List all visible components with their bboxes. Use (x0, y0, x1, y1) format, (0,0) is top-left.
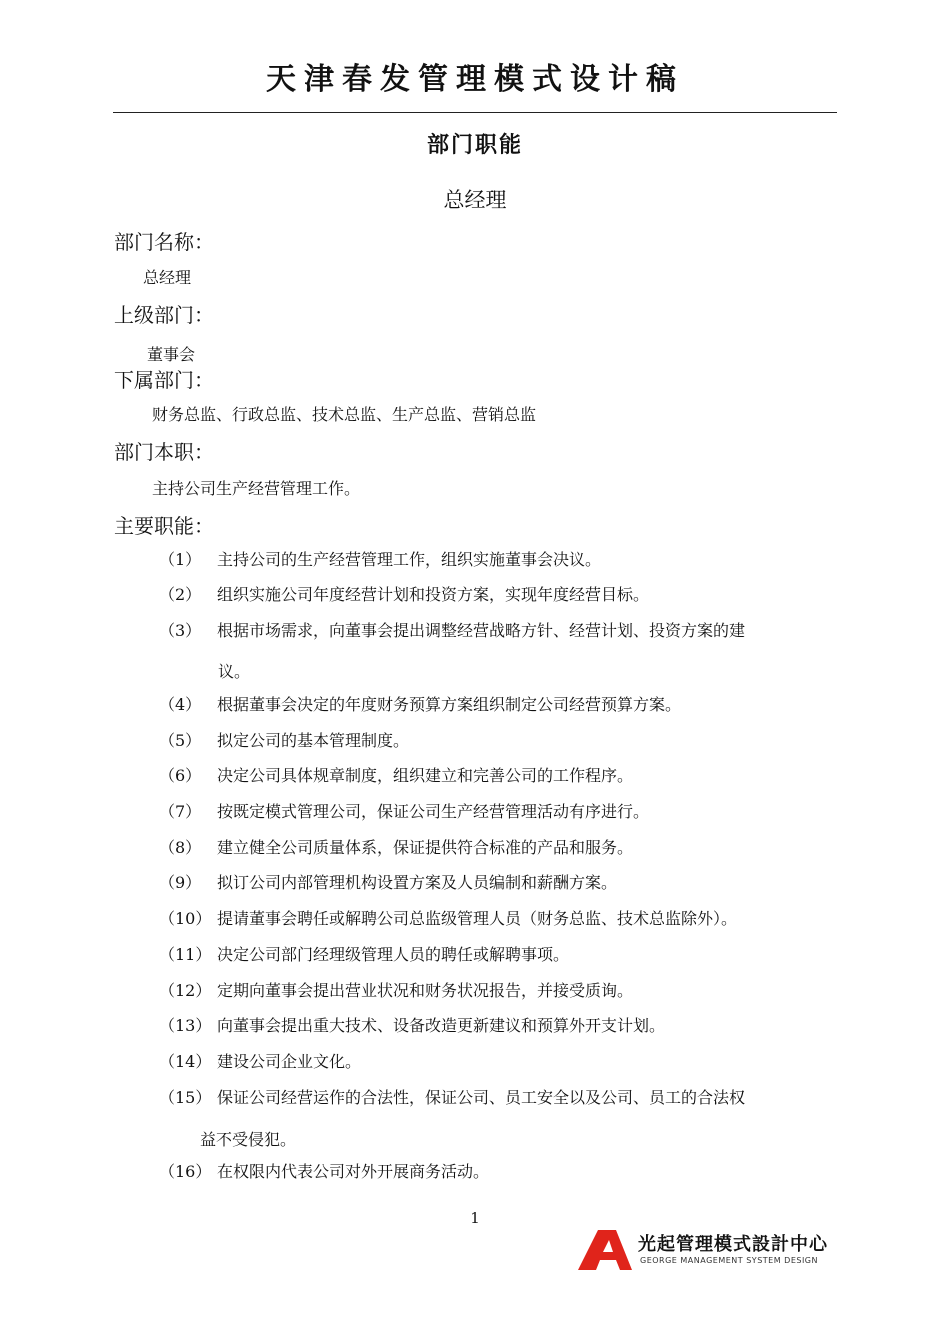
logo-company-subtitle: GEORGE MANAGEMENT SYSTEM DESIGN (640, 1256, 818, 1265)
duty-item: （8） 建立健全公司质量体系，保证提供符合标准的产品和服务。 (159, 838, 634, 857)
label-department-duty: 部门本职： (114, 440, 214, 464)
duty-item: （9） 拟订公司内部管理机构设置方案及人员编制和薪酬方案。 (159, 873, 618, 892)
duty-item: （7） 按既定模式管理公司，保证公司生产经营管理活动有序进行。 (159, 802, 650, 821)
label-department-name: 部门名称： (114, 230, 214, 254)
header-divider (113, 112, 837, 113)
value-department-duty: 主持公司生产经营管理工作。 (152, 479, 361, 498)
logo-a-icon (576, 1228, 634, 1272)
value-superior-department: 董事会 (147, 345, 196, 364)
section-title: 部门职能 (426, 133, 523, 158)
duty-item: （12） 定期向董事会提出营业状况和财务状况报告，并接受质询。 (159, 981, 634, 1000)
duty-item: （11） 决定公司部门经理级管理人员的聘任或解聘事项。 (159, 945, 570, 964)
label-subordinate-departments: 下属部门： (114, 368, 214, 392)
label-main-duties: 主要职能： (114, 514, 214, 538)
label-superior-department: 上级部门： (114, 303, 214, 327)
page-number: 1 (470, 1209, 480, 1227)
duty-item: （1） 主持公司的生产经营管理工作，组织实施董事会决议。 (159, 550, 602, 569)
duty-item: （10） 提请董事会聘任或解聘公司总监级管理人员（财务总监、技术总监除外）。 (159, 909, 738, 928)
duty-item-continuation: 议。 (218, 662, 251, 681)
duty-item: （16） 在权限内代表公司对外开展商务活动。 (159, 1162, 490, 1181)
duty-item: （15） 保证公司经营运作的合法性，保证公司、员工安全以及公司、员工的合法权 (159, 1088, 746, 1107)
duty-item: （6） 决定公司具体规章制度，组织建立和完善公司的工作程序。 (159, 766, 634, 785)
duty-item: （13） 向董事会提出重大技术、设备改造更新建议和预算外开支计划。 (159, 1016, 666, 1035)
duty-item: （4） 根据董事会决定的年度财务预算方案组织制定公司经营预算方案。 (159, 695, 682, 714)
company-logo (576, 1228, 846, 1272)
value-department-name: 总经理 (143, 268, 192, 287)
value-subordinate-departments: 财务总监、行政总监、技术总监、生产总监、营销总监 (152, 405, 537, 424)
duty-item: （5） 拟定公司的基本管理制度。 (159, 731, 410, 750)
duty-item: （3） 根据市场需求，向董事会提出调整经营战略方针、经营计划、投资方案的建 (159, 621, 746, 640)
department-title: 总经理 (443, 188, 507, 212)
duty-item-continuation: 益不受侵犯。 (200, 1130, 297, 1149)
duty-item: （2） 组织实施公司年度经营计划和投资方案，实现年度经营目标。 (159, 585, 650, 604)
logo-company-name: 光起管理模式設計中心 (638, 1234, 828, 1255)
duty-item: （14） 建设公司企业文化。 (159, 1052, 362, 1071)
document-header-title: 天津春发管理模式设计稿 (266, 62, 684, 97)
